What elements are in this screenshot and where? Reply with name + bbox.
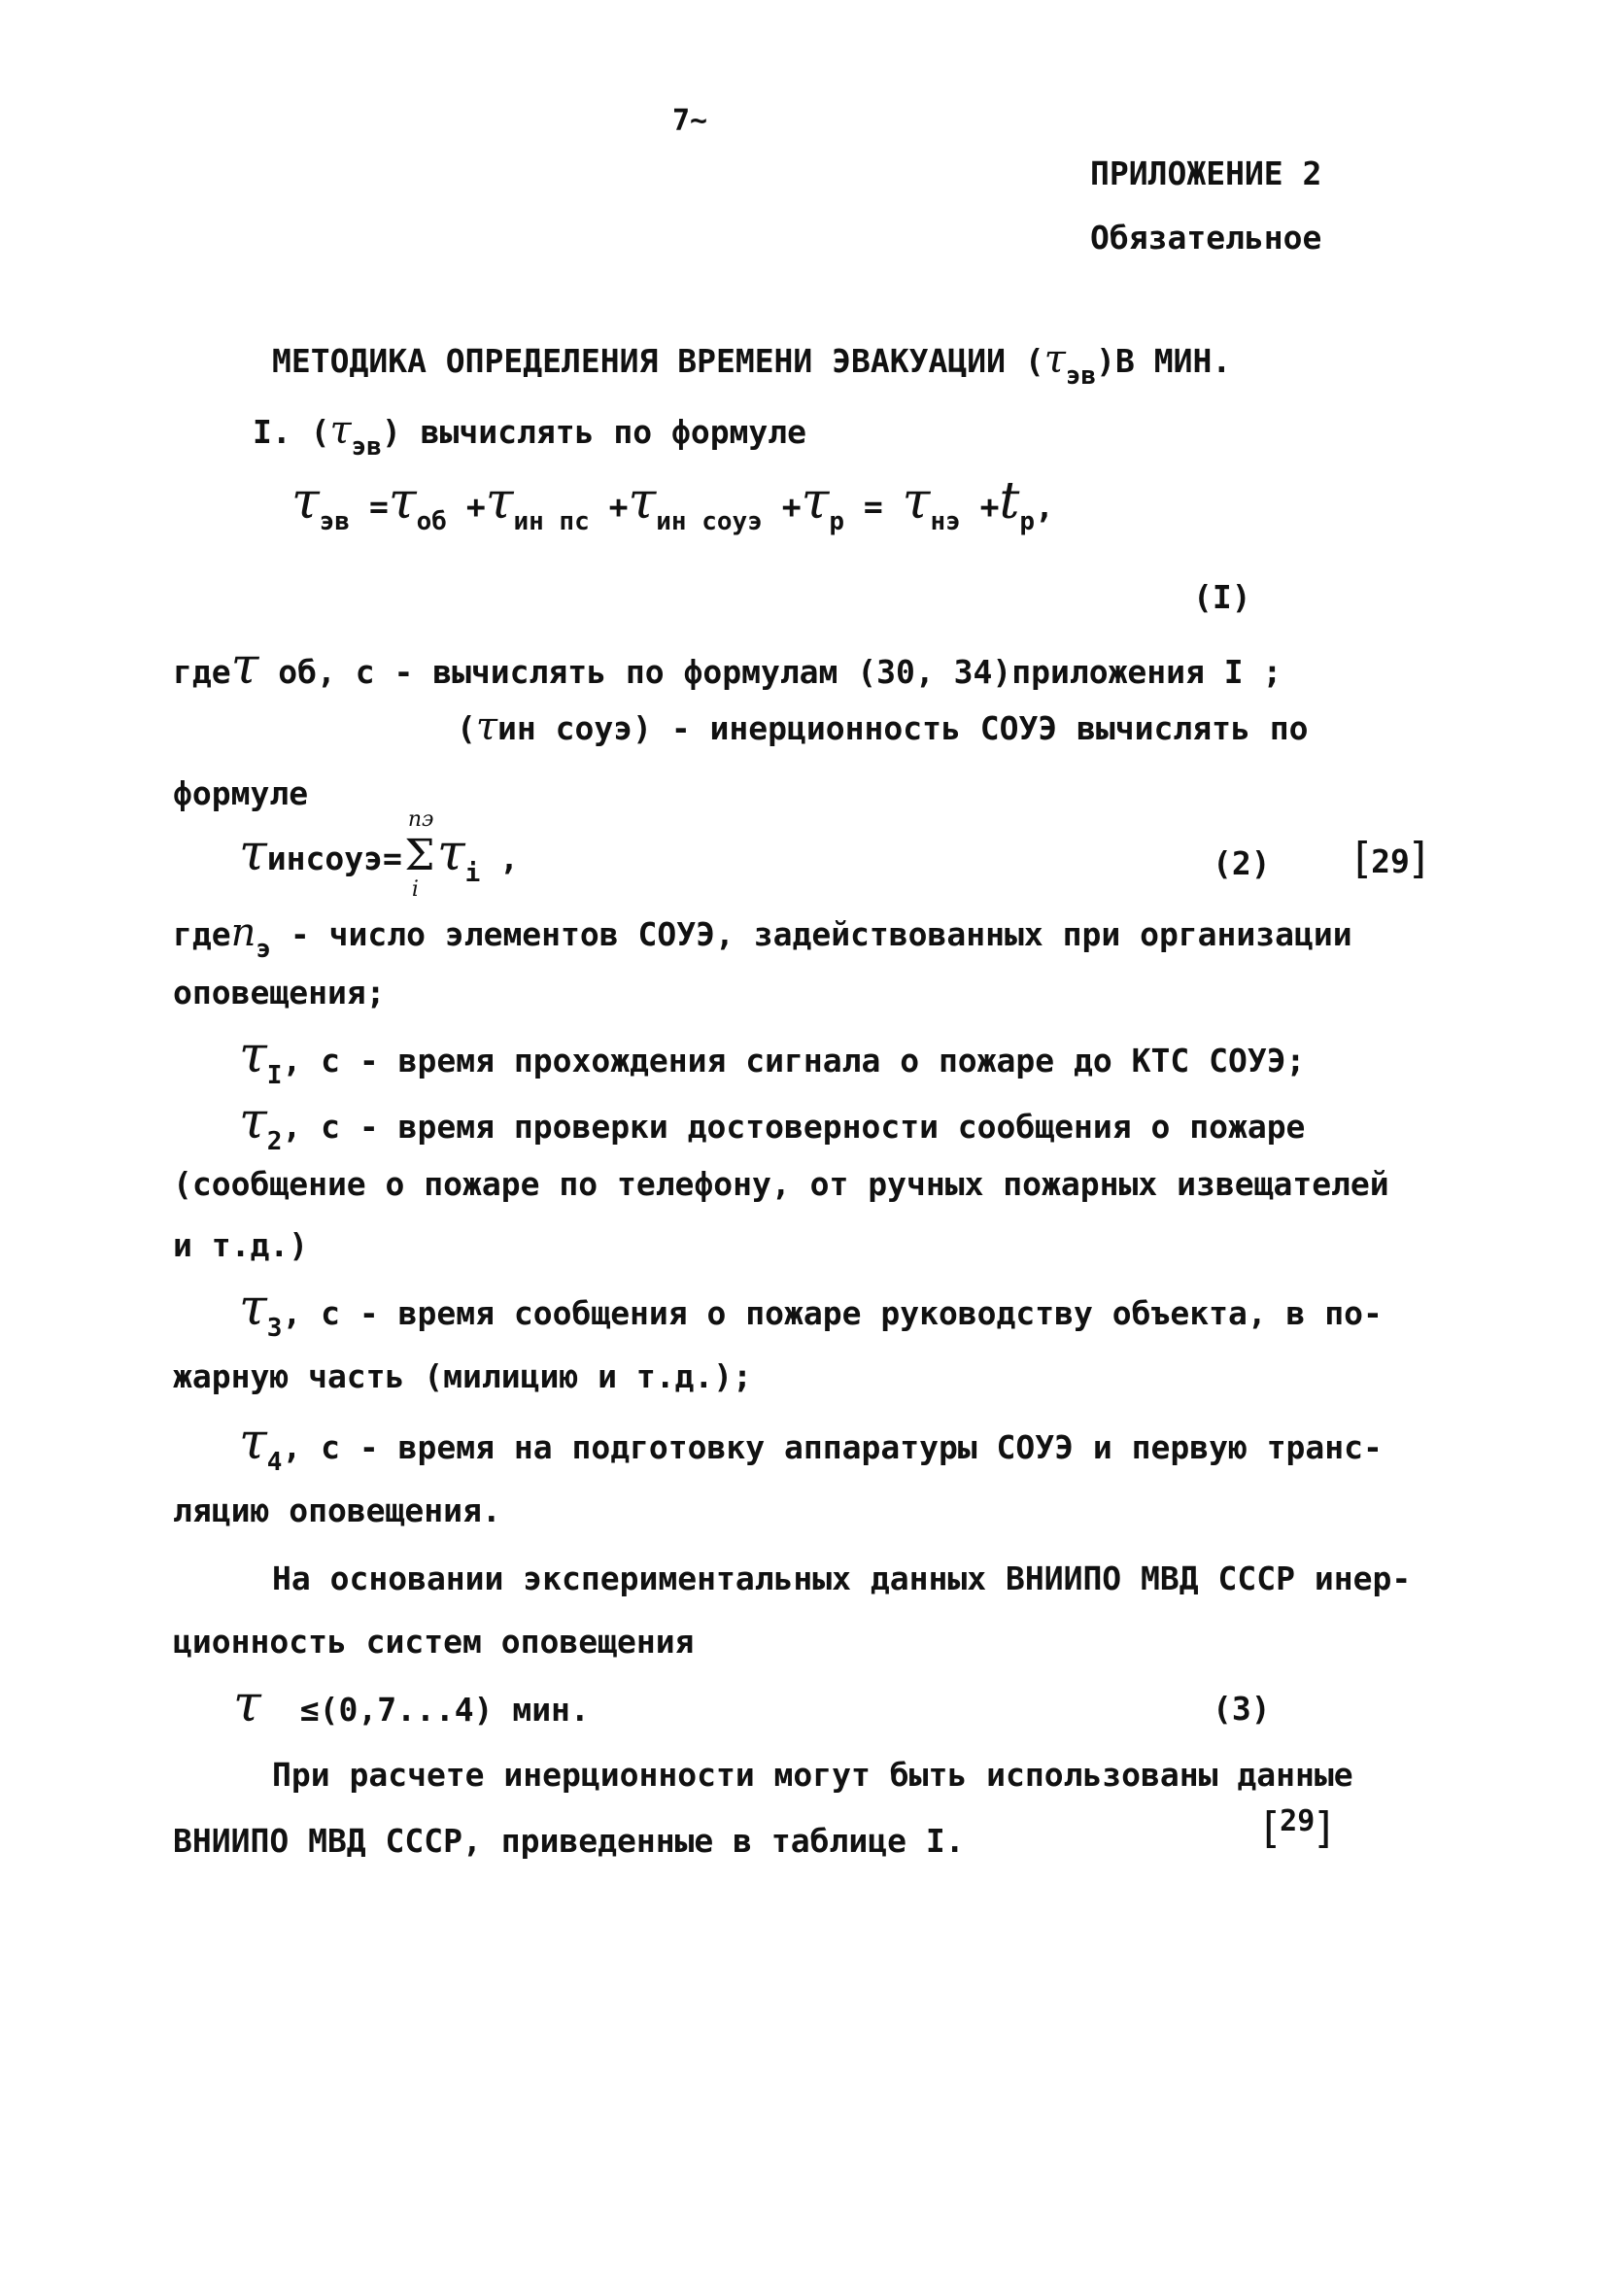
formula-1-part-3: ин соуэ: [656, 507, 763, 536]
tau-symbol: τ: [239, 1279, 267, 1337]
paragraph-2-line-1: При расчете инерционности могут быть использованы данные: [272, 1756, 1353, 1794]
formula-2-label: инсоуэ: [266, 840, 383, 877]
tau-4-line: [239, 1413, 1383, 1477]
formula-1: $\tau_{эв} =\tau_{об} +\tau_{ин пс} +\tau_{ин соуэ} +\tau_р = \tau_{нэ} +t_р$,: [291, 472, 1054, 536]
tau-2-line: [239, 1092, 1306, 1156]
method-heading: [272, 337, 1232, 391]
where-2-text: - число элементов СОУЭ, задействованных при организации: [271, 915, 1352, 953]
formula-1-part-2: ин пс: [513, 507, 590, 536]
appendix-status: Обязательное: [1090, 219, 1322, 257]
heading-symbol-sub: эв: [1065, 361, 1097, 391]
formula-1-rhs-t-sub: р: [1019, 507, 1036, 536]
formula-3-number: (3): [1213, 1690, 1271, 1728]
tau-1-text: , с - время прохождения сигнала о пожаре до КТС СОУЭ;: [282, 1042, 1306, 1079]
tau-symbol: τ: [329, 408, 352, 453]
sum-upper-limit: nэ: [407, 807, 434, 832]
formula-3-text: ≤(0,7...4) мин.: [299, 1691, 590, 1729]
tau-symbol: τ: [801, 472, 830, 531]
tau-2-cont-2: и т.д.): [173, 1226, 309, 1264]
formula-3: [233, 1675, 590, 1733]
tau-symbol: τ: [239, 824, 267, 882]
tau-symbol: τ: [1043, 337, 1066, 382]
tau-2-cont-1: (сообщение о пожаре по телефону, от ручных пожарных извещателей: [173, 1165, 1389, 1203]
tau-2-text: , с - время проверки достоверности сообщения о пожаре: [282, 1108, 1306, 1146]
tau-2-sub: 2: [266, 1127, 283, 1156]
page-number: 7~: [672, 104, 708, 138]
tau-4-sub: 4: [266, 1448, 283, 1477]
tau-4-cont: ляцию оповещения.: [173, 1491, 501, 1529]
tau-1-line: [239, 1026, 1306, 1090]
tau-symbol: τ: [230, 637, 259, 696]
inertia-open: (: [457, 709, 476, 747]
where-2-lead: где: [173, 915, 231, 953]
reference-number: 29: [1371, 842, 1410, 880]
tau-3-line: [239, 1279, 1383, 1343]
tau-3-text: , с - время сообщения о пожаре руководству объекта, в по-: [282, 1294, 1383, 1332]
reference-number: 29: [1280, 1804, 1316, 1838]
tau-symbol: τ: [388, 472, 417, 531]
tau-3-cont: жарную часть (милицию и т.д.);: [173, 1357, 753, 1395]
item-1-number: I. (: [253, 413, 330, 451]
tau-symbol: τ: [239, 1413, 267, 1471]
heading-prefix: МЕТОДИКА ОПРЕДЕЛЕНИЯ ВРЕМЕНИ ЭВАКУАЦИИ (: [272, 342, 1044, 380]
item-1: [253, 408, 807, 462]
reference-29-a: [29]: [1354, 834, 1427, 883]
where-2-cont: оповещения;: [173, 974, 386, 1011]
item-1-text: ) вычислять по формуле: [381, 413, 807, 451]
tau-symbol: τ: [239, 1026, 267, 1084]
formula-1-part-4: р: [829, 507, 845, 536]
item-1-sub: эв: [351, 432, 382, 462]
where-1-lead: где: [173, 653, 231, 691]
tau-symbol: τ: [233, 1675, 261, 1733]
formula-2-term-sub: i: [464, 859, 481, 888]
formula-2-number: (2): [1213, 844, 1271, 882]
tau-4-text: , с - время на подготовку аппаратуры СОУЭ и первую транс-: [282, 1428, 1383, 1466]
where-2-sub: э: [256, 935, 272, 964]
t-symbol: t: [999, 472, 1020, 531]
formula-word: формуле: [173, 774, 309, 812]
where-2: [173, 910, 1352, 964]
inertia-line: [457, 704, 1309, 749]
formula-2: τинсоуэ=Σ nэ i $\tau_i$ ,: [239, 807, 520, 902]
tau-symbol: τ: [436, 824, 465, 882]
tau-symbol: τ: [485, 472, 514, 531]
where-1-text: об, с - вычислять по формулам (30, 34)приложения I ;: [258, 653, 1282, 691]
tau-3-sub: 3: [266, 1314, 283, 1343]
formula-1-rhs-sub: нэ: [930, 507, 961, 536]
paragraph-1-line-1: На основании экспериментальных данных ВНИИПО МВД СССР инер-: [272, 1559, 1412, 1597]
tau-symbol: τ: [628, 472, 657, 531]
tau-symbol: τ: [291, 472, 320, 531]
formula-1-number: (I): [1193, 578, 1251, 616]
paragraph-2-line-2: ВНИИПО МВД СССР, приведенные в таблице I.: [173, 1822, 965, 1860]
formula-1-lhs-sub: эв: [319, 507, 351, 536]
tau-symbol: τ: [239, 1092, 267, 1150]
formula-1-part-1: об: [416, 507, 447, 536]
heading-suffix: )В МИН.: [1096, 342, 1232, 380]
tau-1-sub: I: [266, 1061, 283, 1090]
sum-lower-limit: i: [411, 877, 419, 902]
tau-symbol: τ: [475, 704, 498, 749]
appendix-title: ПРИЛОЖЕНИЕ 2: [1090, 154, 1322, 192]
sum-symbol: Σ nэ i: [404, 807, 435, 902]
where-1: [173, 637, 1282, 696]
reference-29-b: [29]: [1263, 1803, 1332, 1853]
tau-symbol: τ: [902, 472, 931, 531]
n-symbol: n: [230, 910, 256, 955]
paragraph-1-line-2: ционность систем оповещения: [173, 1623, 695, 1661]
inertia-text: ин соуэ) - инерционность СОУЭ вычислять по: [497, 709, 1309, 747]
